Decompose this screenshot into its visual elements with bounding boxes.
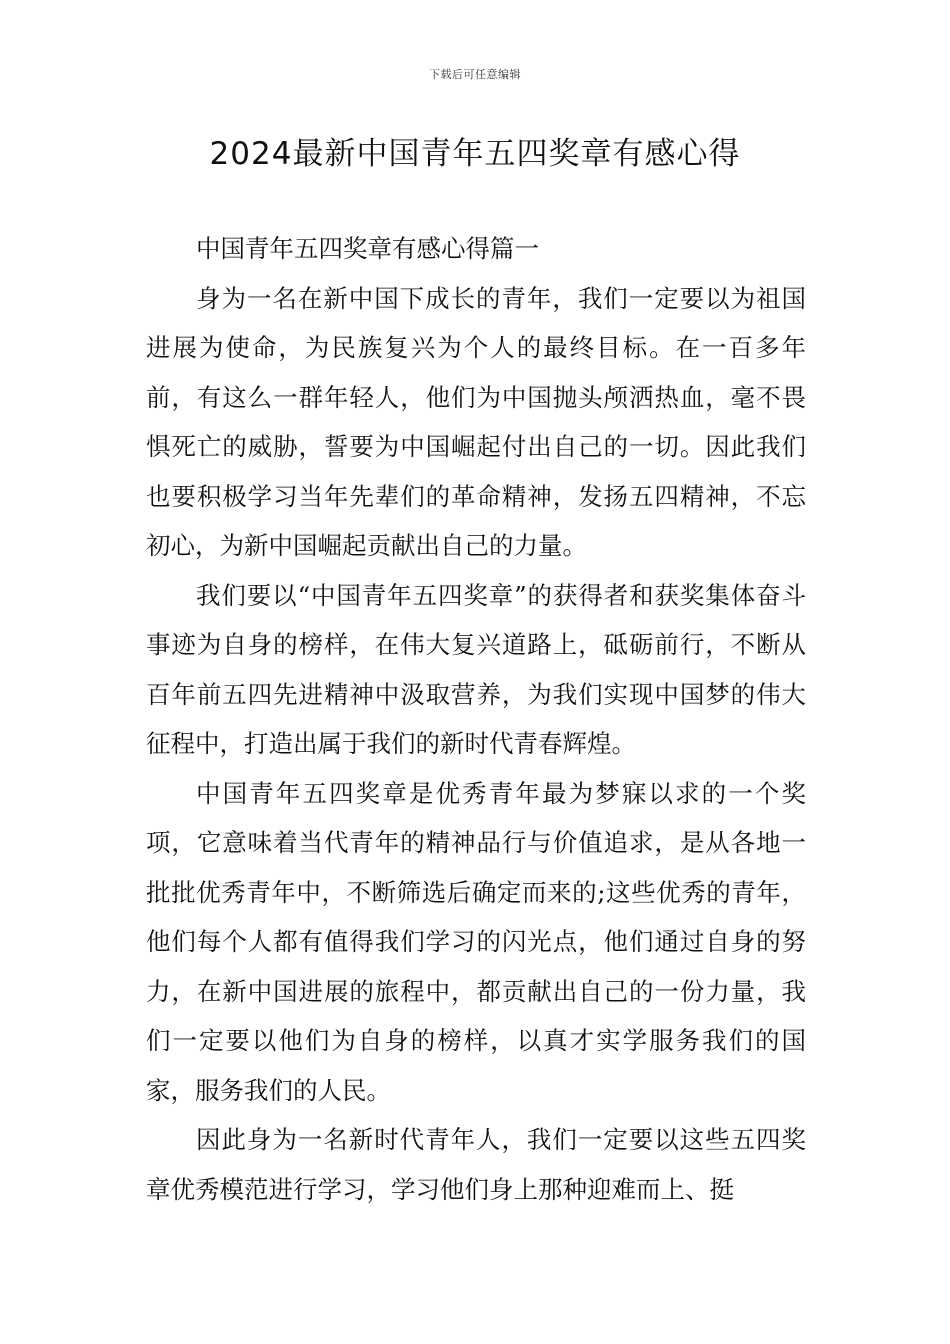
section-heading: 中国青年五四奖章有感心得篇一 xyxy=(196,234,539,263)
document-body xyxy=(146,224,806,1214)
paragraph: 我们要以“中国青年五四奖章”的获得者和获奖集体奋斗事迹为自身的榜样，在伟大复兴道路上，砥砺前行，不断从百年前五四先进精神中汲取营养，为我们实现中国梦的伟大征程中，打造出属于我们的新时代青春辉煌。 xyxy=(146,580,806,758)
paragraph: 中国青年五四奖章是优秀青年最为梦寐以求的一个奖项，它意味着当代青年的精神品行与价值追求，是从各地一批批优秀青年中，不断筛选后确定而来的;这些优秀的青年，他们每个人都有值得我们学习的闪光点，他们通过自身的努力，在新中国进展的旅程中，都贡献出自己的一份力量，我们一定要以他们为自身的榜样，以真才实学服务我们的国家，服务我们的人民。 xyxy=(146,778,806,1105)
paragraph: 因此身为一名新时代青年人，我们一定要以这些五四奖章优秀模范进行学习，学习他们身上那种迎难而上、挺 xyxy=(146,1125,806,1204)
paragraph: 身为一名在新中国下成长的青年，我们一定要以为祖国进展为使命，为民族复兴为个人的最终目标。在一百多年前，有这么一群年轻人，他们为中国抛头颅洒热血，毫不畏惧死亡的威胁，誓要为中国崛起付出自己的一切。因此我们也要积极学习当年先辈们的革命精神，发扬五四精神，不忘初心，为新中国崛起贡献出自己的力量。 xyxy=(146,283,806,560)
header-note: 下载后可任意编辑 xyxy=(429,68,521,81)
document-title: 2024最新中国青年五四奖章有感心得 xyxy=(209,136,741,172)
